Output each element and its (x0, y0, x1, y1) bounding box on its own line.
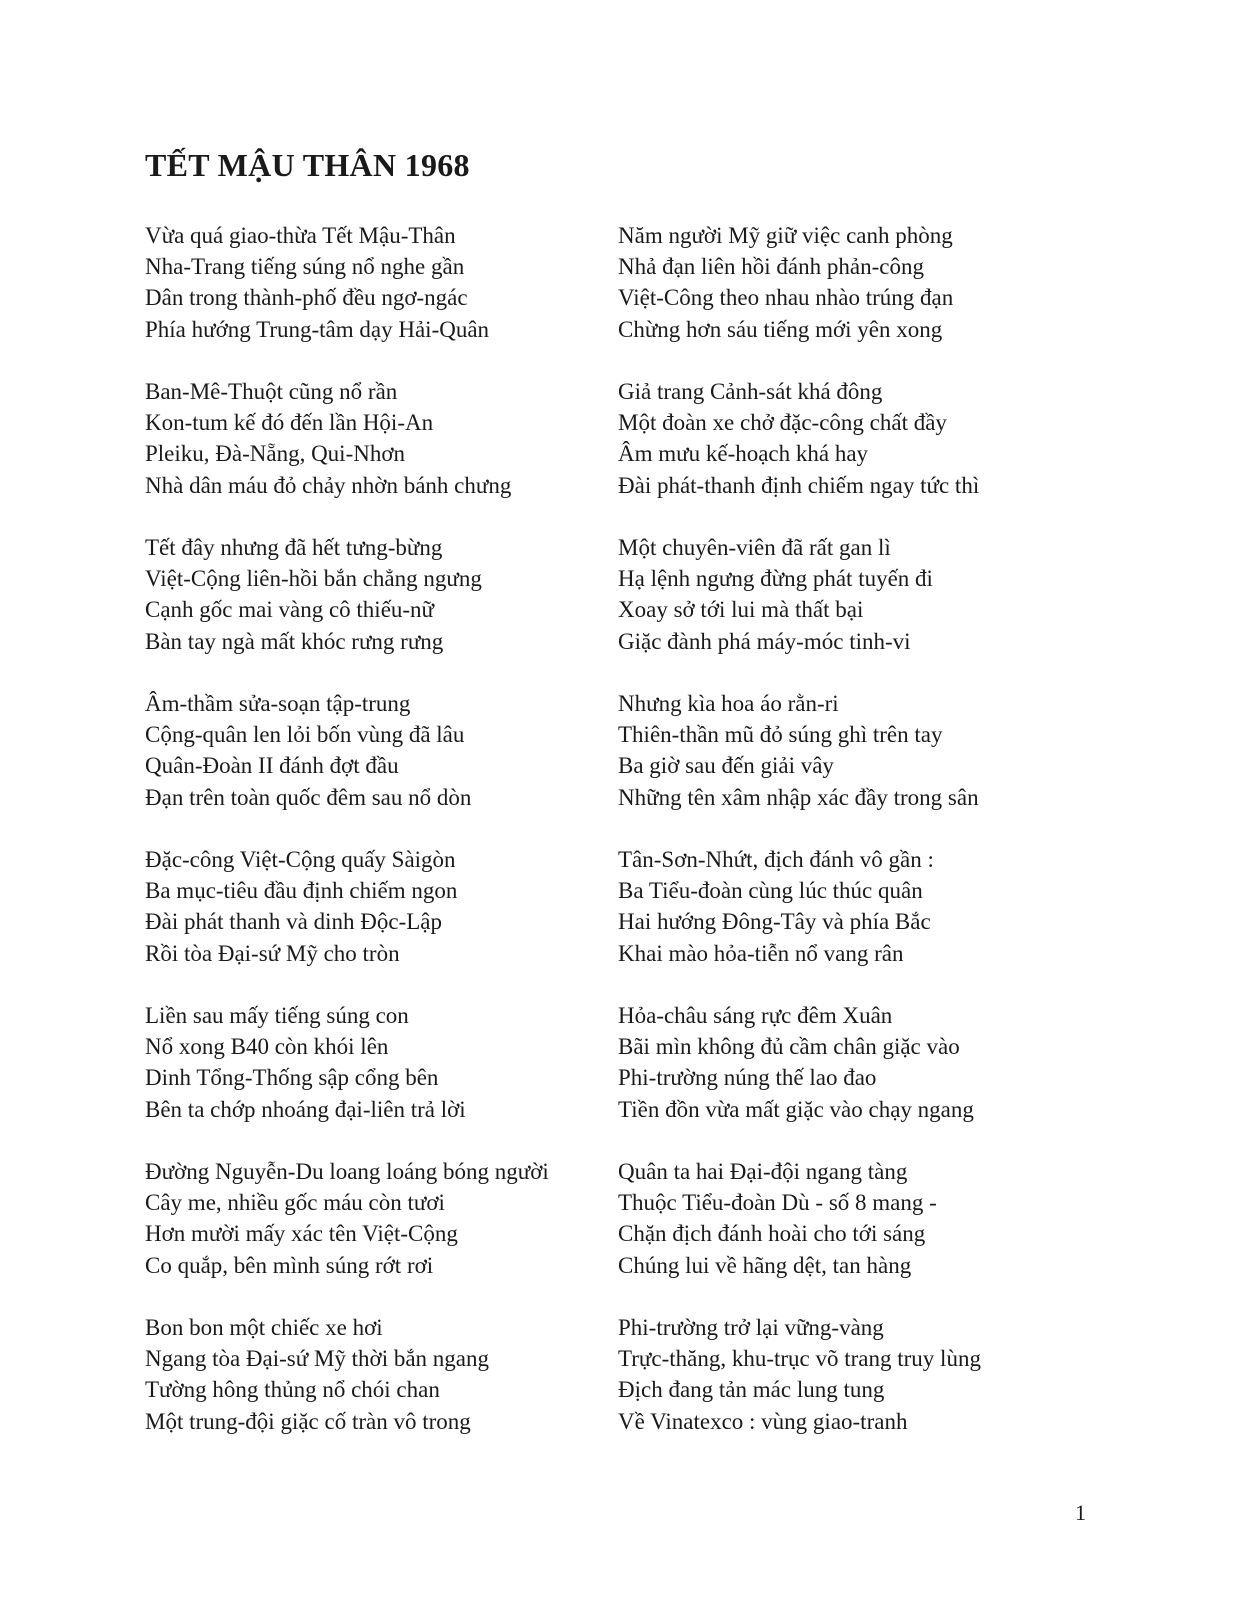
verse-line: Tường hông thủng nổ chói chan (145, 1377, 440, 1403)
verse-line: Bên ta chớp nhoáng đại-liên trả lời (145, 1096, 466, 1122)
verse-line: Rồi tòa Đại-sứ Mỹ cho tròn (145, 940, 400, 966)
verse-line: Vừa quá giao-thừa Tết Mậu-Thân (145, 223, 456, 248)
verse-line: Bàn tay ngà mất khóc rưng rưng (145, 628, 444, 654)
verse-line: Khai mào hỏa-tiễn nổ vang rân (618, 940, 904, 966)
verse-line: Năm người Mỹ giữ việc canh phòng (618, 223, 953, 248)
verse-line: Một đoàn xe chở đặc-công chất đầy (618, 410, 947, 436)
verse-line: Hai hướng Đông-Tây và phía Bắc (618, 909, 931, 935)
page-title: TẾT MẬU THÂN 1968 (145, 147, 470, 183)
verse-line: Tân-Sơn-Nhứt, địch đánh vô gần : (618, 847, 934, 872)
stanza (145, 376, 605, 532)
stanza (145, 1312, 605, 1468)
verse-line: Âm-thầm sửa-soạn tập-trung (145, 691, 411, 716)
verse-line: Nhưng kìa hoa áo rằn-ri (618, 691, 839, 716)
verse-line: Dinh Tổng-Thống sập cổng bên (145, 1065, 439, 1091)
verse-line: Giả trang Cảnh-sát khá đông (618, 379, 883, 404)
verse-line: Thiên-thần mũ đỏ súng ghì trên tay (618, 722, 943, 748)
verse-line: Nha-Trang tiếng súng nổ nghe gần (145, 254, 465, 280)
verse-line: Nhà dân máu đỏ chảy nhờn bánh chưng (145, 472, 512, 498)
verse-line: Âm mưu kế-hoạch khá hay (618, 441, 869, 467)
verse-line: Phía hướng Trung-tâm dạy Hải-Quân (145, 316, 490, 342)
verse-line: Một trung-đội giặc cố tràn vô trong (145, 1408, 471, 1434)
verse-line: Ba giờ sau đến giải vây (618, 753, 834, 779)
verse-line: Thuộc Tiểu-đoàn Dù - số 8 mang - (618, 1190, 937, 1216)
verse-line: Dân trong thành-phố đều ngơ-ngác (145, 285, 468, 311)
verse-line: Chặn địch đánh hoài cho tới sáng (618, 1221, 926, 1247)
stanza (618, 532, 1088, 688)
left-column (145, 220, 605, 1468)
verse-line: Cây me, nhiều gốc máu còn tươi (145, 1190, 445, 1216)
verse-line: Hơn mười mấy xác tên Việt-Cộng (145, 1221, 458, 1247)
stanza (145, 688, 605, 844)
stanza (145, 220, 605, 376)
stanza (145, 1156, 605, 1312)
stanza (145, 532, 605, 688)
verse-line: Ngang tòa Đại-sứ Mỹ thời bắn ngang (145, 1346, 490, 1372)
verse-line: Co quắp, bên mình súng rớt rơi (145, 1252, 434, 1278)
verse-line: Đài phát-thanh định chiếm ngay tức thì (618, 472, 980, 498)
verse-line: Một chuyên-viên đã rất gan lì (618, 535, 891, 560)
verse-line: Phi-trường trở lại vững-vàng (618, 1315, 884, 1340)
verse-line: Đạn trên toàn quốc đêm sau nổ dòn (145, 784, 472, 810)
stanza (618, 1156, 1088, 1312)
verse-line: Bãi mìn không đủ cầm chân giặc vào (618, 1034, 960, 1060)
right-column (618, 220, 1088, 1468)
stanza (618, 688, 1088, 844)
verse-line: Hạ lệnh ngưng đừng phát tuyến đi (618, 566, 933, 592)
verse-line: Việt-Công theo nhau nhào trúng đạn (618, 285, 954, 311)
verse-line: Quân-Đoàn II đánh đợt đầu (145, 753, 399, 779)
verse-line: Xoay sở tới lui mà thất bại (618, 597, 864, 623)
stanza (618, 1000, 1088, 1156)
verse-line: Kon-tum kế đó đến lần Hội-An (145, 410, 434, 436)
verse-line: Ba mục-tiêu đầu định chiếm ngon (145, 878, 458, 904)
verse-line: Hỏa-châu sáng rực đêm Xuân (618, 1003, 893, 1028)
verse-line: Liền sau mấy tiếng súng con (145, 1003, 409, 1028)
page-number: 1 (1075, 1500, 1086, 1525)
verse-line: Giặc đành phá máy-móc tinh-vi (618, 628, 911, 654)
verse-line: Pleiku, Đà-Nẵng, Qui-Nhơn (145, 441, 406, 467)
verse-line: Những tên xâm nhập xác đầy trong sân (618, 784, 979, 810)
verse-line: Nhả đạn liên hồi đánh phản-công (618, 254, 924, 280)
verse-line: Về Vinatexco : vùng giao-tranh (618, 1408, 908, 1434)
verse-line: Tiền đồn vừa mất giặc vào chạy ngang (618, 1096, 974, 1122)
stanza (618, 376, 1088, 532)
verse-line: Cộng-quân len lỏi bốn vùng đã lâu (145, 722, 465, 748)
stanza (618, 1312, 1088, 1468)
verse-line: Bon bon một chiếc xe hơi (145, 1315, 383, 1340)
verse-line: Nổ xong B40 còn khói lên (145, 1034, 389, 1060)
stanza (145, 844, 605, 1000)
verse-line: Phi-trường núng thế lao đao (618, 1065, 877, 1091)
stanza (618, 844, 1088, 1000)
verse-line: Chừng hơn sáu tiếng mới yên xong (618, 316, 943, 342)
verse-line: Cạnh gốc mai vàng cô thiếu-nữ (145, 597, 435, 623)
verse-line: Ban-Mê-Thuột cũng nổ rần (145, 379, 398, 404)
verse-line: Trực-thăng, khu-trục võ trang truy lùng (618, 1346, 981, 1372)
verse-line: Đặc-công Việt-Cộng quấy Sàigòn (145, 847, 456, 872)
verse-line: Địch đang tản mác lung tung (618, 1377, 885, 1403)
verse-line: Đường Nguyễn-Du loang loáng bóng người (145, 1159, 549, 1184)
verse-line: Đài phát thanh và dinh Độc-Lập (145, 909, 442, 935)
stanza (618, 220, 1088, 376)
verse-line: Tết đây nhưng đã hết tưng-bừng (145, 535, 443, 560)
verse-line: Ba Tiểu-đoàn cùng lúc thúc quân (618, 878, 923, 904)
verse-line: Việt-Cộng liên-hồi bắn chẳng ngưng (145, 566, 482, 592)
verse-line: Quân ta hai Đại-đội ngang tàng (618, 1159, 908, 1184)
verse-line: Chúng lui về hãng dệt, tan hàng (618, 1252, 912, 1278)
stanza (145, 1000, 605, 1156)
